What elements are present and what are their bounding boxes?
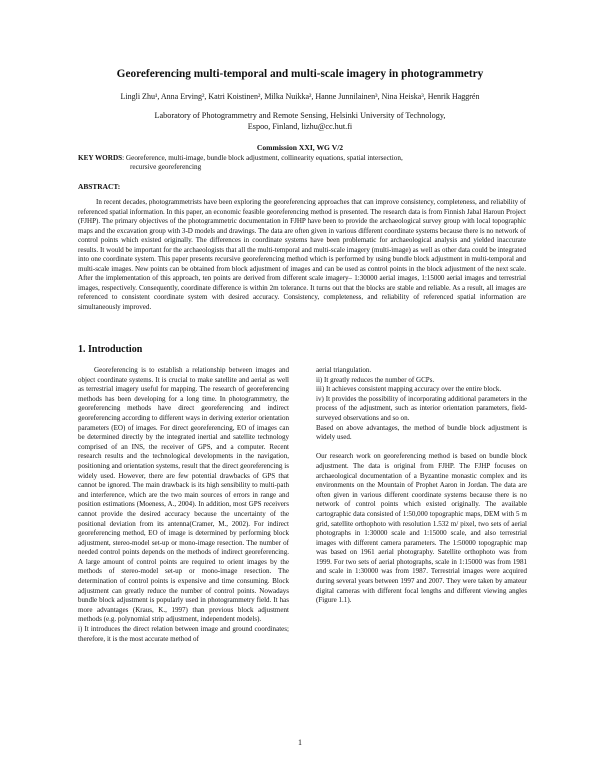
section-heading-introduction: 1. Introduction — [78, 344, 143, 355]
page-number: 1 — [298, 738, 302, 747]
paragraph: Our research work on georeferencing method is based on bundle block adjustment. The data is original from FJHP. The FJHP focuses on archaeological documentation of a Byzantine monastic complex and its environments on the Mountain of Prophet Aaron in Jordan. The data are often given in various different coordinate systems because there is no network of control points which existed originally. The available cartographic data consisted of 1:50,000 topographic maps, DEM with 5 m grid, satellite orthophoto with resolution 1.532 m/ pixel, two sets of aerial photographs in 1:30000 scale and 1:15000 scale, and also terrestrial images with different camera parameters. The 1:50000 topographic map was based on 1961 aerial photography. Satellite orthophoto was from 1999. For two sets of aerial photographs, scale in 1:15000 was from 1981 and scale in 1:30000 was from 1987. Terrestrial images were acquired during several years between 1997 and 2007. They were taken by amateur digital cameras with different focal lengths and different viewing angles (Figure 1.1). — [316, 452, 527, 605]
paragraph-gap — [316, 443, 527, 453]
paragraph: iii) It achieves consistent mapping accuracy over the entire block. — [316, 385, 502, 394]
paragraph: ii) It greatly reduces the number of GCPs. — [316, 375, 435, 384]
affiliation-line-2: Espoo, Finland, lizhu@cc.hut.fi — [247, 122, 353, 131]
paragraph: iv) It provides the possibility of incorporating additional parameters in the process of the adjustment, such as interior orientation parameters, field-surveyed observations and so on. — [316, 394, 527, 422]
paragraph: Based on above advantages, the method of bundle block adjustment is widely used. — [316, 423, 527, 442]
keywords-label: KEY WORDS — [78, 154, 123, 162]
paper-title: Georeferencing multi-temporal and multi-scale imagery in photogrammetry — [116, 68, 484, 80]
affiliation-line-1: Laboratory of Photogrammetry and Remote Sensing, Helsinki University of Technology, — [154, 111, 446, 120]
paragraph: aerial triangulation. — [316, 366, 372, 374]
abstract-body: In recent decades, photogrammetrists have been exploring the georeferencing approaches that can improve consistency, completeness, and reliability of referenced spatial information. In this paper, an economic feasible georeferencing method is presented. The research data is from Finnish Jabal Haroun Project (FJHP). The primary objectives of the photogrammetric documentation in FJHP have been to provide the archaeological survey group with local topographic maps and the excavation group with 3-D models and drawings. The data are often given in various different coordinate systems because there is no network of control points which existed originally. The differences in coordinate systems have been problematic for archaeological analysis and yielded inaccurate results. It would be important for the archaeologists that all the multi-temporal and multi-scale imagery (multi-image) as well as other data could be integrated into one coordinate system. This paper presents recursive georeferencing method which is performed by using bundle block adjustment in multi-temporal and multi-scale images. New points can be obtained from block adjustment of images and can be used as control points in the block adjustment of the next scale. After the implementation of this approach, ten points are derived from different scale imagery– 1:30000 aerial images, 1:15000 aerial images and terrestrial images, respectively. Consequently, coordinate difference is within 2m tolerance. It turns out that the blocks are stable and reliable. As a result, all images are referenced to consistent coordinate system with desired accuracy. Consistency, completeness, and reliability of referenced spatial information are simultaneously improved. — [78, 198, 526, 312]
paragraph: i) It introduces the direct relation between image and ground coordinates; therefore, it is the most accurate method of — [78, 625, 289, 643]
left-column — [78, 366, 289, 644]
affiliation — [100, 110, 500, 132]
right-column — [316, 366, 527, 606]
keywords — [78, 154, 526, 172]
abstract-heading: ABSTRACT: — [78, 182, 121, 191]
author-list: Lingli Zhu¹, Anna Erving², Katri Koistinen², Milka Nuikka², Hanne Junnilainen³, Nina Heiska³, Henrik Haggrén — [120, 92, 480, 101]
commission: Commission XXI, WG V/2 — [256, 143, 344, 152]
keywords-text-2: recursive georeferencing — [130, 163, 202, 171]
paragraph: Georeferencing is to establish a relationship between images and object coordinate systems. It is crucial to make satellite and aerial as well as terrestrial imagery useful for mapping. The research of georeferencing methods has been developing for a long time. In photogrammetry, the georeferencing methods have direct georeferencing and indirect georeferencing according to different ways in deriving exterior orientation parameters (EO) of images. For direct georeferencing, EO of images can be determined directly by the integrated inertial and satellite technology comprised of an INS, the receiver of GPS, and a computer. Recent research results and the technological developments in the navigation, positioning and orientation systems, result that the direct georeferencing is widely used. However, there are few potential drawbacks of GPS that cannot be ignored. The main drawback is its high sensibility to multi-path and interference, which are the two main sources of errors in range and position estimations (Moeness, A., 2004). In addition, most GPS receivers cannot provide the desired accuracy because the uncertainty of the positional deviation from its antenna(Cramer, M., 2002). For indirect georeferencing method, EO of image is determined by performing block adjustment, stereo-model set-up or mono-image resection. The number of needed control points depends on the methods of indirect georeferencing. A large amount of control points are required to orient images by the methods of stereo-model set-up or mono-image resection. The determination of control points is expensive and time consuming. Block adjustment can greatly reduce the number of control points. Nowadays bundle block adjustment is popularly used in photogrammetry field. It has more advantages (Kraus, K., 1997) than previous block adjustment methods (e.g. polynomial strip adjustment, independent models). — [78, 366, 289, 624]
keywords-text: : Georeference, multi-image, bundle block adjustment, collinearity equations, spatial intersection, — [122, 154, 403, 162]
